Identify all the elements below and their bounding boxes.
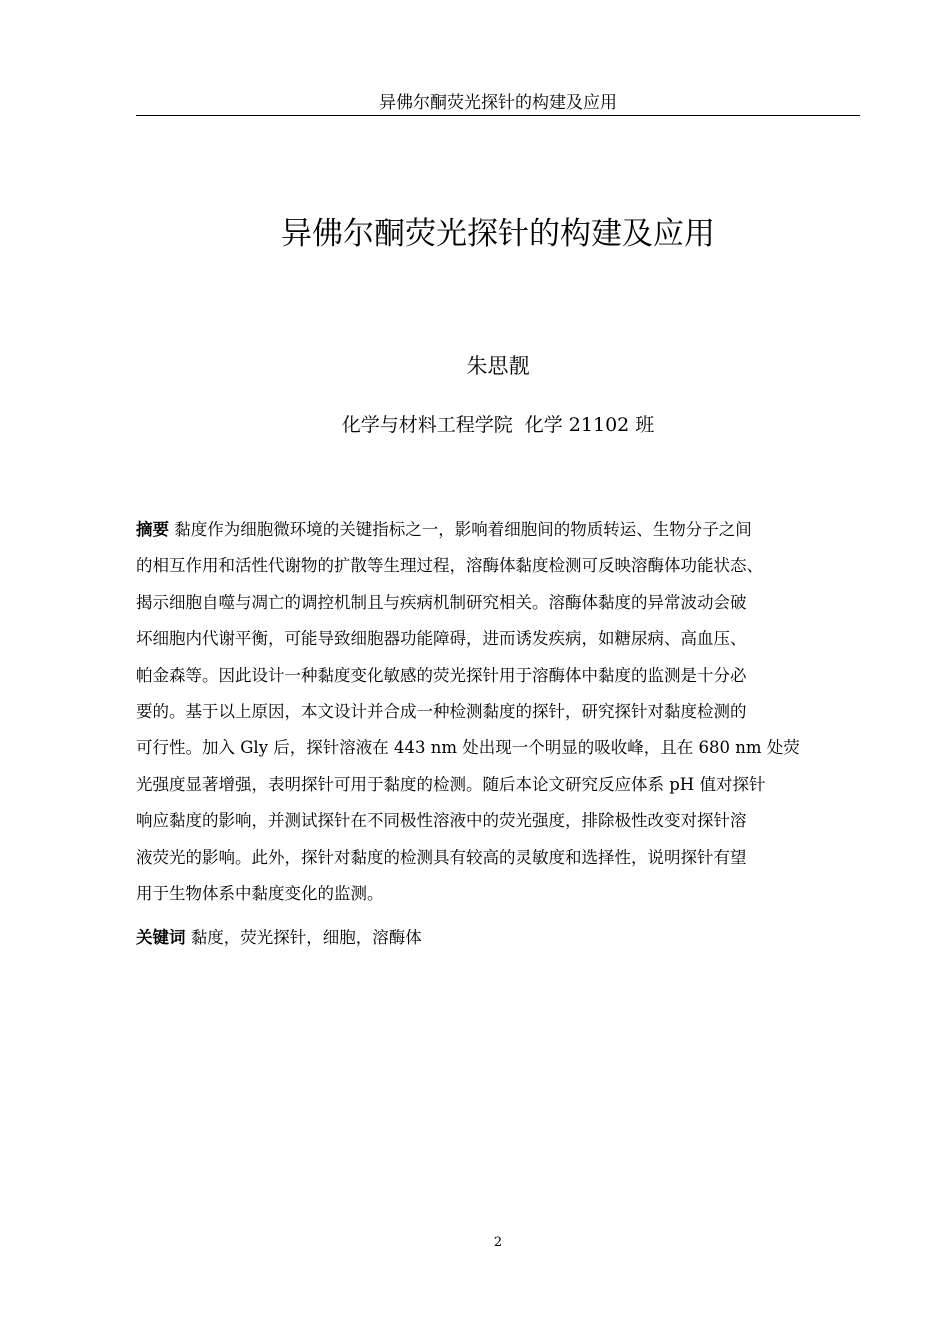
abstract-line: 光强度显著增强，表明探针可用于黏度的检测。随后本论文研究反应体系 pH 值对探针 (136, 774, 766, 794)
keywords-text: 黏度，荧光探针，细胞，溶酶体 (185, 928, 422, 947)
abstract-line: 帕金森等。因此设计一种黏度变化敏感的荧光探针用于溶酶体中黏度的监测是十分必 (136, 665, 747, 685)
author-name: 朱思靓 (466, 354, 530, 378)
abstract-line: 坏细胞内代谢平衡，可能导致细胞器功能障碍，进而诱发疾病，如糖尿病、高血压、 (136, 629, 747, 649)
keywords-section (136, 920, 864, 956)
abstract-line: 用于生物体系中黏度变化的监测。 (136, 883, 384, 903)
header-rule (136, 115, 860, 116)
abstract-line: 的相互作用和活性代谢物的扩散等生理过程，溶酶体黏度检测可反映溶酶体功能状态、 (136, 556, 763, 576)
abstract-text: 黏度作为细胞微环境的关键指标之一，影响着细胞间的物质转运、生物分子之间 (169, 520, 752, 539)
abstract-line: 响应黏度的影响，并测试探针在不同极性溶液中的荧光强度，排除极性改变对探针溶 (136, 811, 747, 831)
abstract-line: 可行性。加入 Gly 后，探针溶液在 443 nm 处出现一个明显的吸收峰，且在 680 nm 处荧 (136, 738, 800, 758)
running-header: 异佛尔酮荧光探针的构建及应用 (379, 93, 617, 113)
keywords-label: 关键词 (136, 928, 186, 947)
page-number: 2 (493, 1235, 503, 1250)
page-title: 异佛尔酮荧光探针的构建及应用 (281, 216, 715, 252)
abstract-line: 要的。基于以上原因，本文设计并合成一种检测黏度的探针，研究探针对黏度检测的 (136, 701, 747, 721)
abstract-label: 摘要 (136, 520, 169, 539)
abstract-line: 液荧光的影响。此外，探针对黏度的检测具有较高的灵敏度和选择性，说明探针有望 (136, 847, 747, 867)
abstract-line (136, 512, 864, 548)
abstract-line: 揭示细胞自噬与凋亡的调控机制且与疾病机制研究相关。溶酶体黏度的异常波动会破 (136, 592, 747, 612)
abstract-section (136, 512, 864, 912)
author-affiliation: 化学与材料工程学院 化学 21102 班 (341, 414, 655, 436)
